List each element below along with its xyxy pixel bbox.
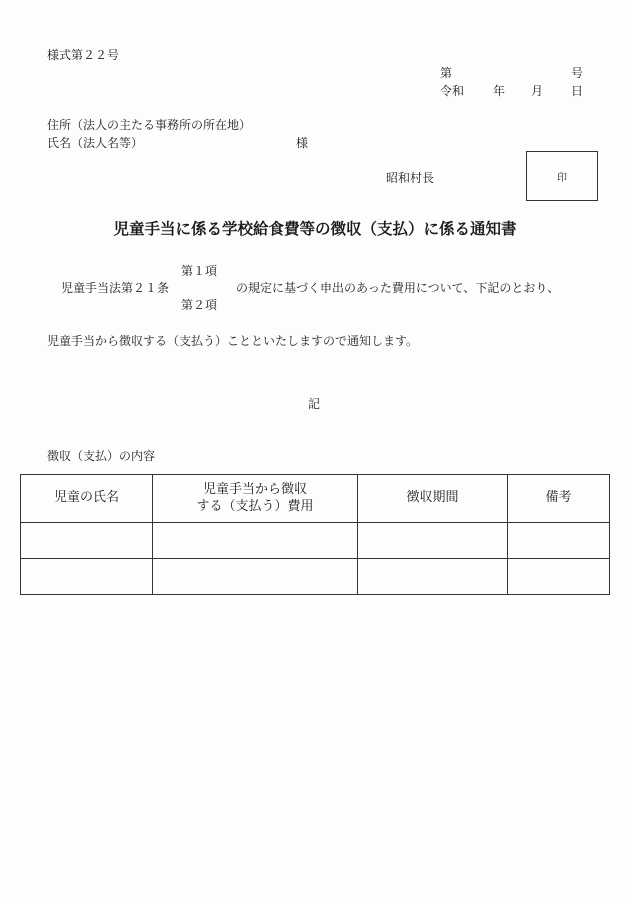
- header-fee: [153, 475, 358, 523]
- recipient-name-label: 氏名（法人名等）: [47, 136, 144, 150]
- sender-name: 昭和村長: [386, 171, 435, 185]
- table-header-row: [21, 475, 610, 523]
- detail-table: [20, 474, 610, 595]
- table-row: [21, 523, 610, 559]
- clause-2: 第２項: [181, 298, 218, 312]
- header-period: 徴収期間: [358, 475, 508, 523]
- header-child-name: 児童の氏名: [21, 475, 153, 523]
- date-day: 日: [571, 84, 584, 98]
- table-row: [21, 559, 610, 595]
- doc-number-suffix: 号: [571, 66, 584, 80]
- cell-fee: [153, 523, 358, 559]
- header-remarks: 備考: [508, 475, 610, 523]
- form-number: 様式第２２号: [47, 48, 120, 62]
- cell-remarks: [508, 523, 610, 559]
- cell-period: [358, 523, 508, 559]
- date-year: 年: [493, 84, 506, 98]
- body-line-1: の規定に基づく申出のあった費用について、下記のとおり、: [236, 281, 560, 295]
- body-line-2: 児童手当から徴収する（支払う）ことといたしますので通知します。: [47, 334, 419, 348]
- cell-remarks: [508, 559, 610, 595]
- ki-heading: 記: [308, 397, 321, 411]
- cell-fee: [153, 559, 358, 595]
- clause-1: 第１項: [181, 264, 218, 278]
- doc-number-prefix: 第: [440, 66, 453, 80]
- header-fee-line-1: 児童手当から徴収: [202, 482, 307, 498]
- recipient-honorific: 様: [296, 136, 309, 150]
- section-label: 徴収（支払）の内容: [47, 449, 156, 463]
- cell-child-name: [21, 559, 153, 595]
- document-title: 児童手当に係る学校給食費等の徴収（支払）に係る通知書: [113, 219, 517, 238]
- law-reference: 児童手当法第２１条: [61, 281, 170, 295]
- cell-period: [358, 559, 508, 595]
- seal-box: [526, 151, 598, 201]
- date-era: 令和: [440, 84, 465, 98]
- date-month: 月: [531, 84, 544, 98]
- header-fee-line-2: する（支払う）費用: [196, 498, 314, 514]
- seal-label: 印: [557, 172, 567, 184]
- cell-child-name: [21, 523, 153, 559]
- recipient-address-label: 住所（法人の主たる事務所の所在地）: [47, 118, 252, 132]
